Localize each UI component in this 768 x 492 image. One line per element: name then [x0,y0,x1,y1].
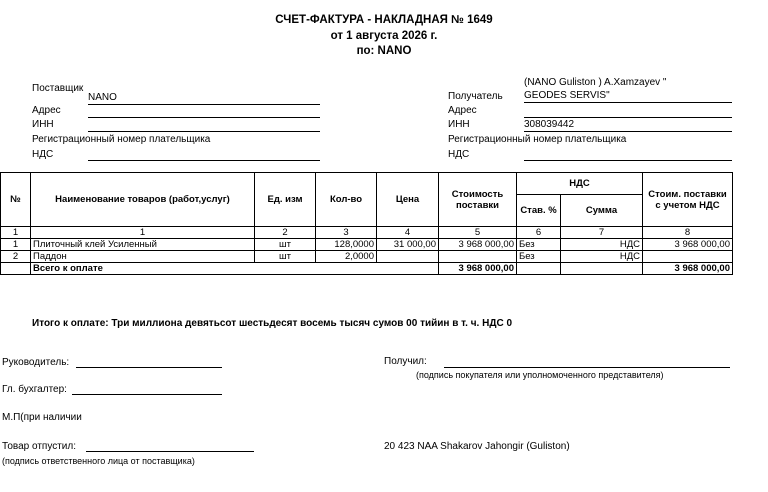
col-header-cost: Стоимость поставки [439,173,517,227]
invoice-po: по: NANO [356,45,412,57]
col-header-name: Наименование товаров (работ,услуг) [31,173,255,227]
accountant-label: Гл. бухгалтер: [2,384,67,395]
col-number: 1 [31,227,255,239]
col-number: 1 [1,227,31,239]
total-cost: 3 968 000,00 [439,263,517,275]
released-note: (подпись ответственного лица от поставщика) [2,456,195,466]
goods-table [0,172,733,275]
row-unit: шт [255,251,316,263]
invoice-date: от 1 августа 2026 г. [330,30,438,42]
col-header-price: Цена [377,173,439,227]
row-price [377,251,439,263]
total-label: Всего к оплате [31,263,439,275]
summary-text: Итого к оплате: Три миллиона девятьсот шестьдесят восемь тысяч сумов 00 тийин в т. ч. НДС 0 [32,318,513,329]
director-label: Руководитель: [2,357,70,368]
row-name: Паддон [31,251,255,263]
supplier-address-label: Адрес [32,105,61,116]
col-header-unit: Ед. изм [255,173,316,227]
supplier-nds-line [88,160,320,161]
col-header-nds: НДС [517,173,643,195]
col-number-row [1,227,733,239]
accountant-signature-line [72,394,222,395]
received-note: (подпись покупателя или уполномоченного представителя) [416,370,664,380]
row-total [643,251,733,263]
recipient-inn-value: 308039442 [524,119,575,130]
col-number: 8 [643,227,733,239]
col-header-rate: Став. % [517,195,561,227]
supplier-inn-line [88,131,320,132]
recipient-label: Получатель [448,91,503,102]
director-signature-line [76,367,222,368]
recipient-address-label: Адрес [448,105,477,116]
supplier-value: NANO [88,92,117,103]
recipient-nds-line [524,160,732,161]
row-rate: Без [517,251,561,263]
recipient-inn-label: ИНН [448,119,470,130]
total-with-nds: 3 968 000,00 [643,263,733,275]
col-number: 4 [377,227,439,239]
recipient-reg-label: Регистрационный номер плательщика [448,134,627,145]
recipient-name-line2: GEODES SERVIS" [524,90,610,101]
row-name: Плиточный клей Усиленный [31,239,255,251]
col-header-qty: Кол-во [316,173,377,227]
row-cost [439,251,517,263]
row-sum: НДС [561,239,643,251]
row-total: 3 968 000,00 [643,239,733,251]
row-num: 2 [1,251,31,263]
supplier-nds-label: НДС [32,149,54,160]
row-price: 31 000,00 [377,239,439,251]
row-rate: Без [517,239,561,251]
table-row [1,251,733,263]
recipient-name-line1: (NANO Guliston ) A.Xamzayev " [524,77,667,88]
supplier-address-line [88,117,320,118]
row-qty: 2,0000 [316,251,377,263]
row-qty: 128,0000 [316,239,377,251]
col-number: 3 [316,227,377,239]
col-number: 5 [439,227,517,239]
doverennost-text: 20 423 NAA Shakarov Jahongir (Guliston) [384,441,570,452]
row-sum: НДС [561,251,643,263]
recipient-line [524,102,732,103]
supplier-reg-label: Регистрационный номер плательщика [32,134,211,145]
recipient-address-line [524,117,732,118]
row-num: 1 [1,239,31,251]
released-label: Товар отпустил: [2,441,76,452]
recipient-nds-label: НДС [448,149,470,160]
total-row [1,263,733,275]
supplier-inn-label: ИНН [32,119,54,130]
col-header-sum: Сумма [561,195,643,227]
stamp-label: М.П(при наличии [2,412,82,423]
invoice-title: СЧЕТ-ФАКТУРА - НАКЛАДНАЯ № 1649 [275,14,493,26]
col-number: 2 [255,227,316,239]
col-number: 7 [561,227,643,239]
col-number: 6 [517,227,561,239]
recipient-inn-line [524,131,732,132]
received-signature-line [444,367,730,368]
row-cost: 3 968 000,00 [439,239,517,251]
table-row [1,239,733,251]
row-unit: шт [255,239,316,251]
supplier-line [88,104,320,105]
received-label: Получил: [384,356,427,367]
released-signature-line [86,451,254,452]
supplier-label: Поставщик [32,83,84,94]
col-header-num: № [1,173,31,227]
col-header-total: Стоим. поставки с учетом НДС [643,173,733,227]
